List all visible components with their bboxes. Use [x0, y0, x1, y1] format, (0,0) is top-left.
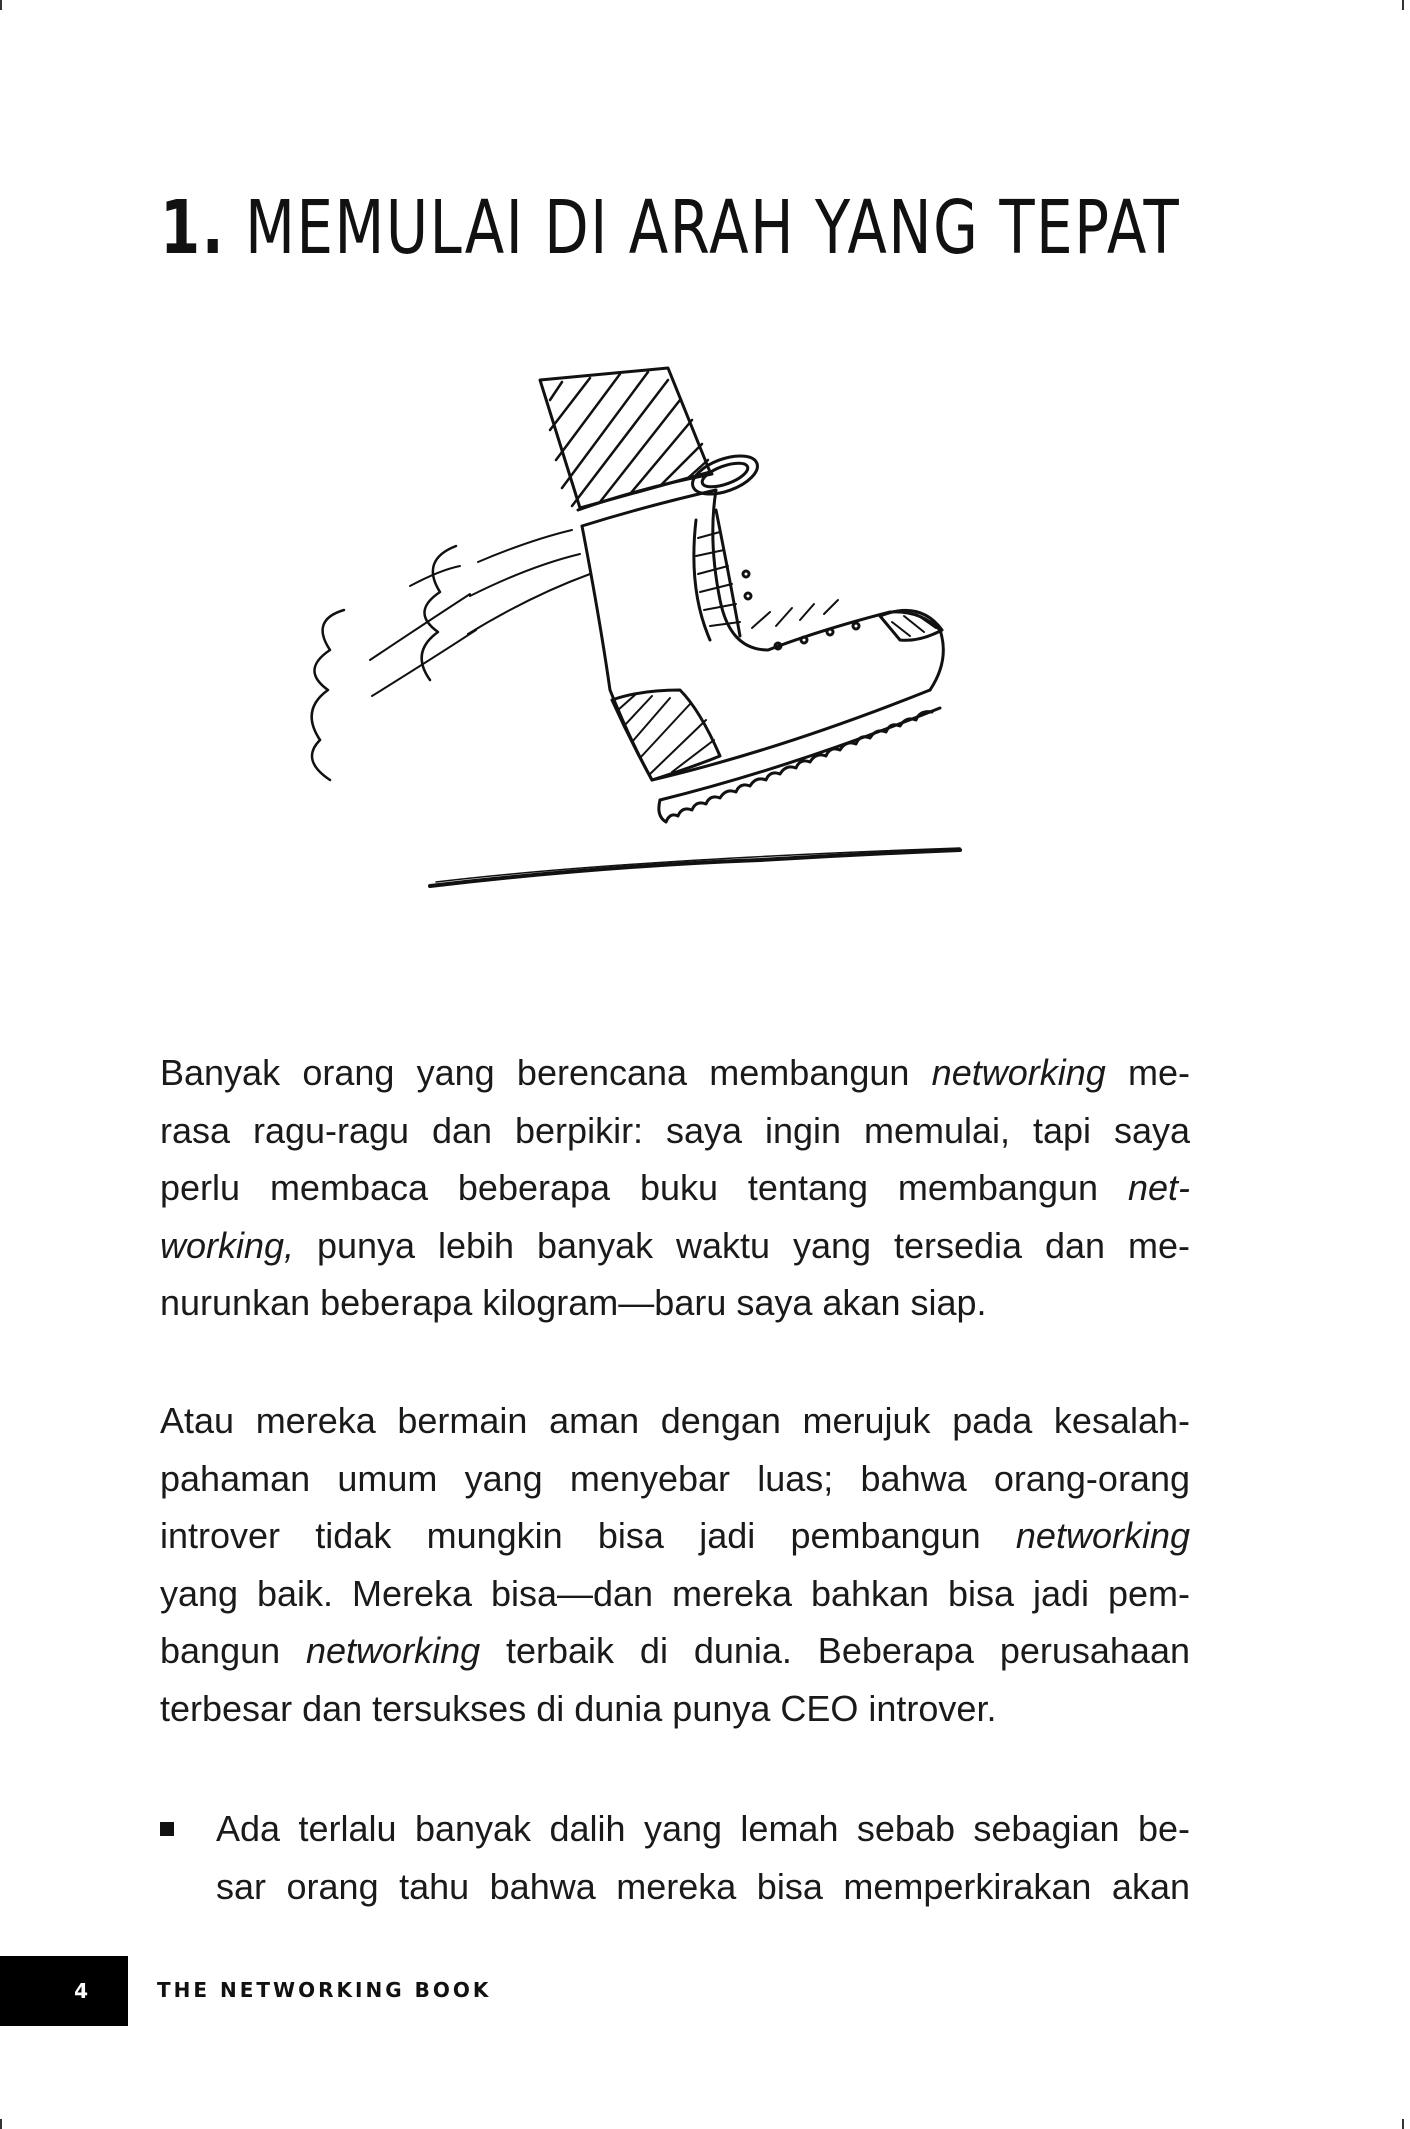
page-number-box	[0, 1956, 128, 2026]
boot-kick-sketch-icon	[300, 360, 1060, 980]
paragraph-2-line-3: introver tidak mungkin bisa jadi pembangun networking	[160, 1515, 1190, 1557]
paragraph-2-line-5: bangun networking terbaik di dunia. Beberapa perusahaan	[160, 1630, 1190, 1672]
paragraph-1-line-4: working, punya lebih banyak waktu yang tersedia dan me-	[160, 1224, 1190, 1266]
bullet-line-2: sar orang tahu bahwa mereka bisa memperkirakan akan	[216, 1865, 1190, 1907]
chapter-title-text: MEMULAI DI ARAH YANG TEPAT	[245, 185, 1181, 271]
paragraph-2-line-2: pahaman umum yang menyebar luas; bahwa orang-orang	[160, 1457, 1190, 1499]
paragraph-1	[160, 1044, 1190, 1332]
paragraph-1-line-1: Banyak orang yang berencana membangun networking me-	[160, 1052, 1190, 1093]
crop-mark-bottom-left	[0, 2119, 2, 2129]
paragraph-1-line-5: nurunkan beberapa kilogram—baru saya akan siap.	[160, 1282, 987, 1324]
paragraph-2-line-6: terbesar dan tersukses di dunia punya CEO introver.	[160, 1687, 997, 1729]
running-footer-title: THE NETWORKING BOOK	[157, 1978, 492, 2002]
page-number: 4	[74, 1979, 88, 2003]
paragraph-2-line-1: Atau mereka bermain aman dengan merujuk pada kesalah-	[160, 1400, 1190, 1441]
crop-mark-bottom-right	[1402, 2119, 1404, 2129]
paragraph-2-line-4: yang baik. Mereka bisa—dan mereka bahkan bisa jadi pem-	[160, 1572, 1190, 1614]
crop-mark-top-left	[0, 0, 2, 10]
paragraph-2	[160, 1392, 1190, 1738]
bullet-text	[216, 1800, 1190, 1915]
chapter-title	[160, 178, 1180, 278]
paragraph-1-line-3: perlu membaca beberapa buku tentang membangun net-	[160, 1167, 1190, 1209]
bullet-line-1: Ada terlalu banyak dalih yang lemah sebab sebagian be-	[216, 1808, 1190, 1849]
paragraph-1-line-2: rasa ragu-ragu dan berpikir: saya ingin memulai, tapi saya	[160, 1109, 1190, 1151]
crop-mark-top-right	[1402, 0, 1404, 10]
chapter-number: 1.	[160, 185, 226, 271]
square-bullet-icon	[160, 1822, 174, 1836]
